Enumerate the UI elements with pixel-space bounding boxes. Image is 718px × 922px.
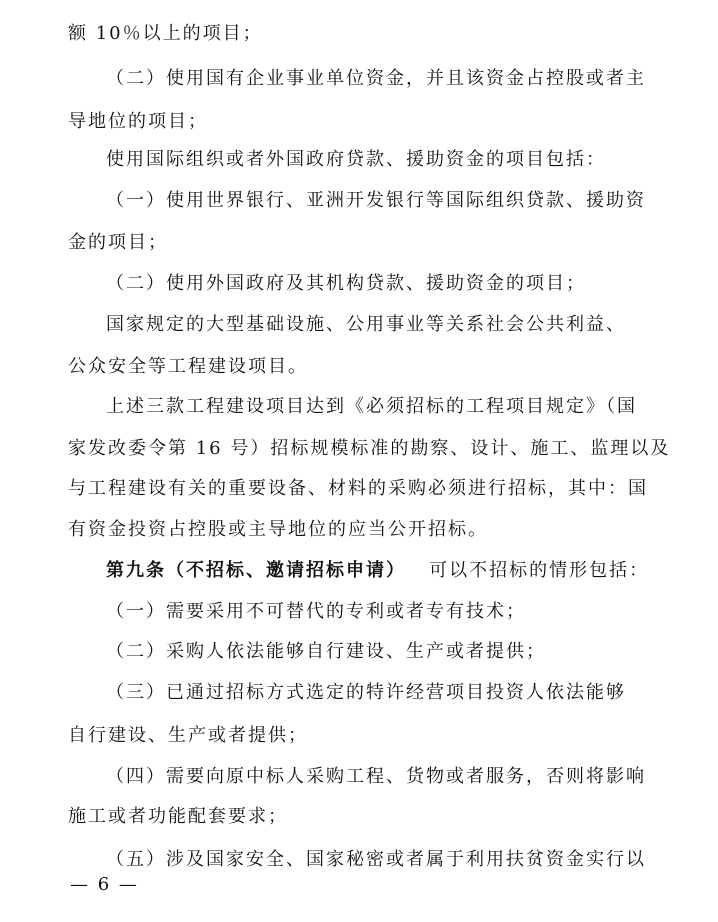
article-line bbox=[106, 559, 649, 583]
article-heading: 第九条（不招标、邀请招标申请） bbox=[106, 560, 406, 581]
paragraph-line: （三）已通过招标方式选定的特许经营项目投资人依法能够 bbox=[106, 682, 626, 703]
paragraph-line: （一）使用世界银行、亚洲开发银行等国际组织贷款、援助资 bbox=[106, 190, 646, 211]
page-number: — 6 — bbox=[70, 874, 139, 895]
paragraph-line: 家发改委令第 16 号）招标规模标准的勘察、设计、施工、监理以及 bbox=[68, 438, 671, 459]
paragraph-line: （二）使用国有企业事业单位资金，并且该资金占控股或者主 bbox=[106, 68, 646, 89]
paragraph-line: 与工程建设有关的重要设备、材料的采购必须进行招标，其中：国 bbox=[68, 478, 648, 499]
paragraph-line: 公众安全等工程建设项目。 bbox=[68, 356, 308, 377]
paragraph-line: 上述三款工程建设项目达到《必须招标的工程项目规定》（国 bbox=[106, 396, 637, 417]
paragraph-line: （四）需要向原中标人采购工程、货物或者服务，否则将影响 bbox=[106, 766, 646, 787]
paragraph-line: 金的项目； bbox=[68, 232, 168, 253]
paragraph-line: （五）涉及国家安全、国家秘密或者属于利用扶贫资金实行以 bbox=[106, 849, 646, 870]
paragraph-line: （二）采购人依法能够自行建设、生产或者提供； bbox=[106, 641, 546, 662]
paragraph-line: 导地位的项目； bbox=[68, 111, 208, 132]
article-text: 可以不招标的情形包括： bbox=[429, 560, 650, 581]
paragraph-line: 有资金投资占控股或主导地位的应当公开招标。 bbox=[68, 519, 488, 540]
paragraph-line: 额 10％以上的项目； bbox=[68, 23, 263, 44]
paragraph-line: 使用国际组织或者外国政府贷款、援助资金的项目包括： bbox=[106, 149, 606, 170]
paragraph-line: （一）需要采用不可替代的专利或者专有技术； bbox=[106, 601, 526, 622]
paragraph-line: （二）使用外国政府及其机构贷款、援助资金的项目； bbox=[106, 273, 586, 294]
paragraph-line: 国家规定的大型基础设施、公用事业等关系社会公共利益、 bbox=[106, 314, 626, 335]
paragraph-line: 施工或者功能配套要求； bbox=[68, 806, 288, 827]
paragraph-line: 自行建设、生产或者提供； bbox=[68, 725, 308, 746]
